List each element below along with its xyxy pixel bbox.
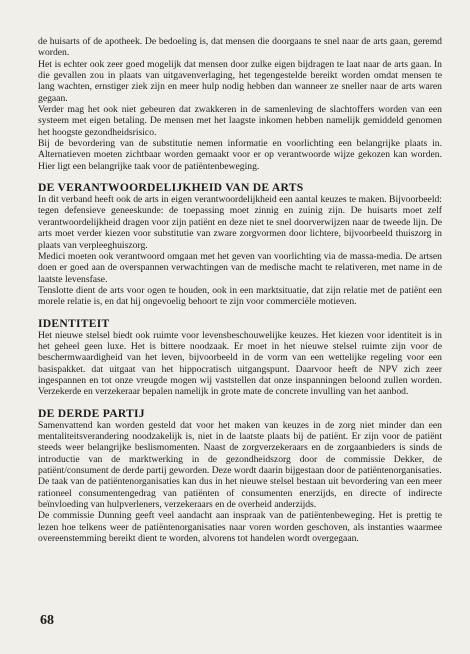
section-arts [38, 181, 442, 307]
document-page [38, 36, 442, 544]
intro-paragraph: de huisarts of de apotheek. De bedoeling is, dat mensen die doorgaans te snel naar de arts gaan, geremd worden. [38, 36, 442, 59]
intro-paragraph: Verder mag het ook niet gebeuren dat zwakkeren in de samenleving de slachtoffers worden van een systeem met eigen betaling. De mensen met het laagste inkomen hebben namelijk gemiddeld genomen het hoogste gezondheidsrisico. [38, 104, 442, 138]
intro-paragraph: Bij de bevordering van de substitutie nemen informatie en voorlichting een belangrijke plaats in. Alternatieven moeten zichtbaar worden gemaakt voor er op verantwoorde wijze gekozen kan worden. Hier ligt een belangrijke taak voor de patiëntenbeweging. [38, 138, 442, 172]
section-paragraph: Medici moeten ook verantwoord omgaan met het geven van voorlichting via de massa-media. De artsen doen er goed aan de overspannen verwachtingen van de medische macht te relativeren, met name in de laatste levensfase. [38, 250, 442, 285]
section-paragraph: Samenvattend kan worden gesteld dat voor het maken van keuzes in de zorg niet minder dan een mentaliteitsverandering noodzakelijk is, niet in de laatste plaats bij de patiënt. Er zijn voor de patiënt steeds weer belangrijke beslismomenten. Naast de zorgverzekeraars en de zorgaanbieders is sinds de introductie van de marktwerking in de gezondheidszorg door de commissie Dekker, de patiënt/consument de derde partij geworden. Deze wordt daarin bijgestaan door de patiëntenorganisaties. [38, 419, 442, 476]
section-paragraph: De taak van de patiëntenorganisaties kan dus in het nieuwe stelsel bestaan uit bevordering van een meer rationeel consumentengedrag van patiënten of consumenten enerzijds, en directe of indirecte beïnvloeding van hulpverleners, verzekeraars en de overheid anderzijds. [38, 476, 442, 511]
section-identiteit [38, 317, 442, 398]
section-heading: DE VERANTWOORDELIJKHEID VAN DE ARTS [38, 181, 304, 195]
intro-paragraph: Het is echter ook zeer goed mogelijk dat mensen door zulke eigen bijdragen te laat naar de arts gaan. In die gevallen zou in plaats van uitgavenverlaging, het tegengestelde bereikt worden omdat mensen te lang wachten, ernstiger ziek zijn en meer hulp nodig hebben dan wanneer ze sneller naar de arts waren gegaan. [38, 58, 442, 104]
section-paragraph: Tenslotte dient de arts voor ogen te houden, ook in een marktsituatie, dat zijn relatie met de patiënt een morele relatie is, en dat hij ongevoelig behoort te zijn voor commerciële motieven. [38, 284, 442, 308]
intro-block [38, 36, 442, 172]
page-number: 68 [40, 613, 54, 628]
section-paragraph: In dit verband heeft ook de arts in eigen verantwoordelijkheid een aantal keuzes te maken. Bijvoorbeeld: tegen defensieve geneeskunde: de toepassing moet zinnig en zuinig zijn. De huisarts moet zelf verantwoordelijkheid dragen voor zijn patiënt en deze niet te snel doorverwijzen naar de tweede lijn. De arts moet verder kiezen voor substitutie van zware zorgvormen door lichtere, bijvoorbeeld thuiszorg in plaats van verpleeghuiszorg. [38, 194, 442, 251]
section-paragraph: De commissie Dunning geeft veel aandacht aan inspraak van de patiëntenbeweging. Het is prettig te lezen hoe telkens weer de patiëntenorganisaties naar voren worden geschoven, als instanties waarmee overeenstemming bereikt dient te worden, alvorens tot handelen wordt overgegaan. [38, 510, 442, 545]
section-heading: DE DERDE PARTIJ [38, 406, 145, 420]
section-heading: IDENTITEIT [38, 316, 110, 330]
section-derde-partij [38, 407, 442, 545]
section-paragraph: Het nieuwe stelsel biedt ook ruimte voor levensbeschouwelijke keuzes. Het kiezen voor identiteit is in het geheel geen luxe. Het is bittere noodzaak. Er moet in het nieuwe stelsel ruimte zijn voor de beschermwaardigheid van het leven, bijvoorbeeld in de vorm van een wettelijke regeling voor een basispakket. dat uitgaat van het hippocratisch uitgangspunt. Daarvoor heeft de NPV zich zeer ingespannen en tot onze vreugde mogen wij vaststellen dat onze inspanningen beloond zullen worden. Verzekerde en verzekeraar bepalen namelijk in grote mate de concrete invulling van het aanbod. [38, 329, 442, 398]
